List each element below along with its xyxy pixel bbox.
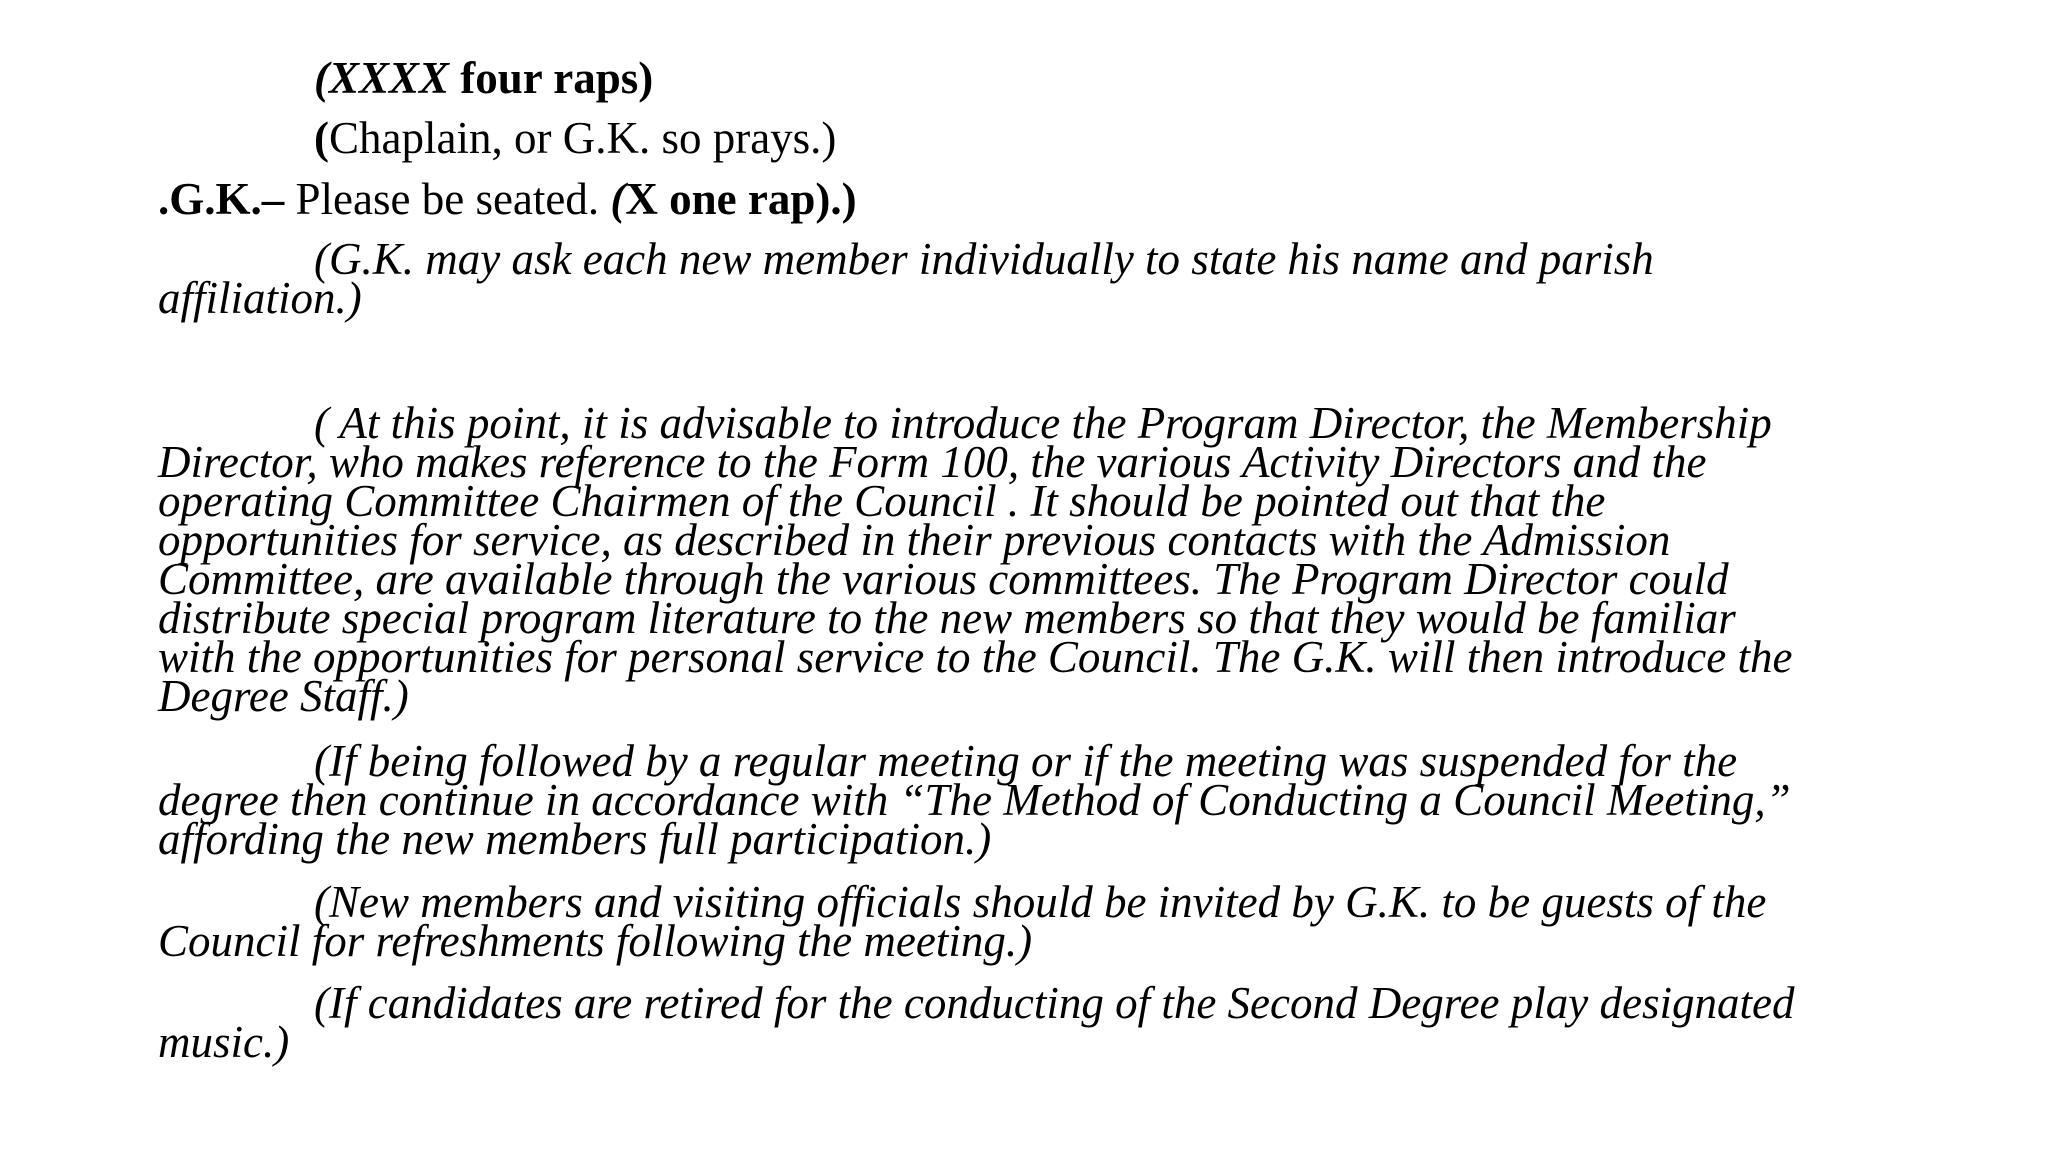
paragraph-introduce [158,398,1918,721]
chaplain-open: ( [314,113,329,163]
paragraph-second-degree [158,978,1918,1067]
gk-seated-text: Please be seated. [284,174,611,224]
paragraph-line: distribute special program literature to the new members so that they would be familiar [158,593,1736,643]
paragraph-line: opportunities for service, as described in their previous contacts with the Admission [158,515,1671,565]
paragraph-line: (If being followed by a regular meeting or if the meeting was suspended for the [314,736,1738,786]
paragraph-line: (New members and visiting officials should be invited by G.K. to be guests of the [314,877,1767,927]
paragraph-line: Committee, are available through the various committees. The Program Director could [158,554,1729,604]
paragraph-line: with the opportunities for personal service to the Council. The G.K. will then introduce the [158,632,1793,682]
paragraph-ask-member [158,234,1918,323]
paragraph-line: degree then continue in accordance with “The Method of Conducting a Council Meeting,” [158,775,1791,825]
paragraph-line: affiliation.) [158,273,362,323]
paragraph-line: Director, who makes reference to the Form 100, the various Activity Directors and the [158,437,1707,487]
chaplain-text: Chaplain, or G.K. so prays.) [329,113,837,163]
gk-seated-line [158,174,857,224]
paragraph-refreshments [158,877,1918,966]
paragraph-line: ( At this point, it is advisable to introduce the Program Director, the Membership [314,398,1772,448]
paragraph-line: Council for refreshments following the meeting.) [158,916,1033,966]
paragraph-line: music.) [158,1017,290,1067]
paragraph-line: (G.K. may ask each new member individually to state his name and parish [314,234,1654,284]
paragraph-line: operating Committee Chairmen of the Council . It should be pointed out that the [158,476,1606,526]
paragraph-regular-meeting [158,736,1918,864]
gk-speaker: .G.K.– [158,174,285,224]
paragraph-line: affording the new members full participation.) [158,814,992,864]
paragraph-line: Degree Staff.) [158,671,409,721]
gk-paren: ( [610,174,626,224]
chaplain-line [314,113,837,163]
gk-rap: X one rap).) [625,174,857,224]
four-raps-line [314,53,654,103]
paragraph-line: (If candidates are retired for the conducting of the Second Degree play designated [314,978,1795,1028]
four-raps-open: (XXXX [314,53,450,103]
four-raps-rest: four raps) [449,53,654,103]
